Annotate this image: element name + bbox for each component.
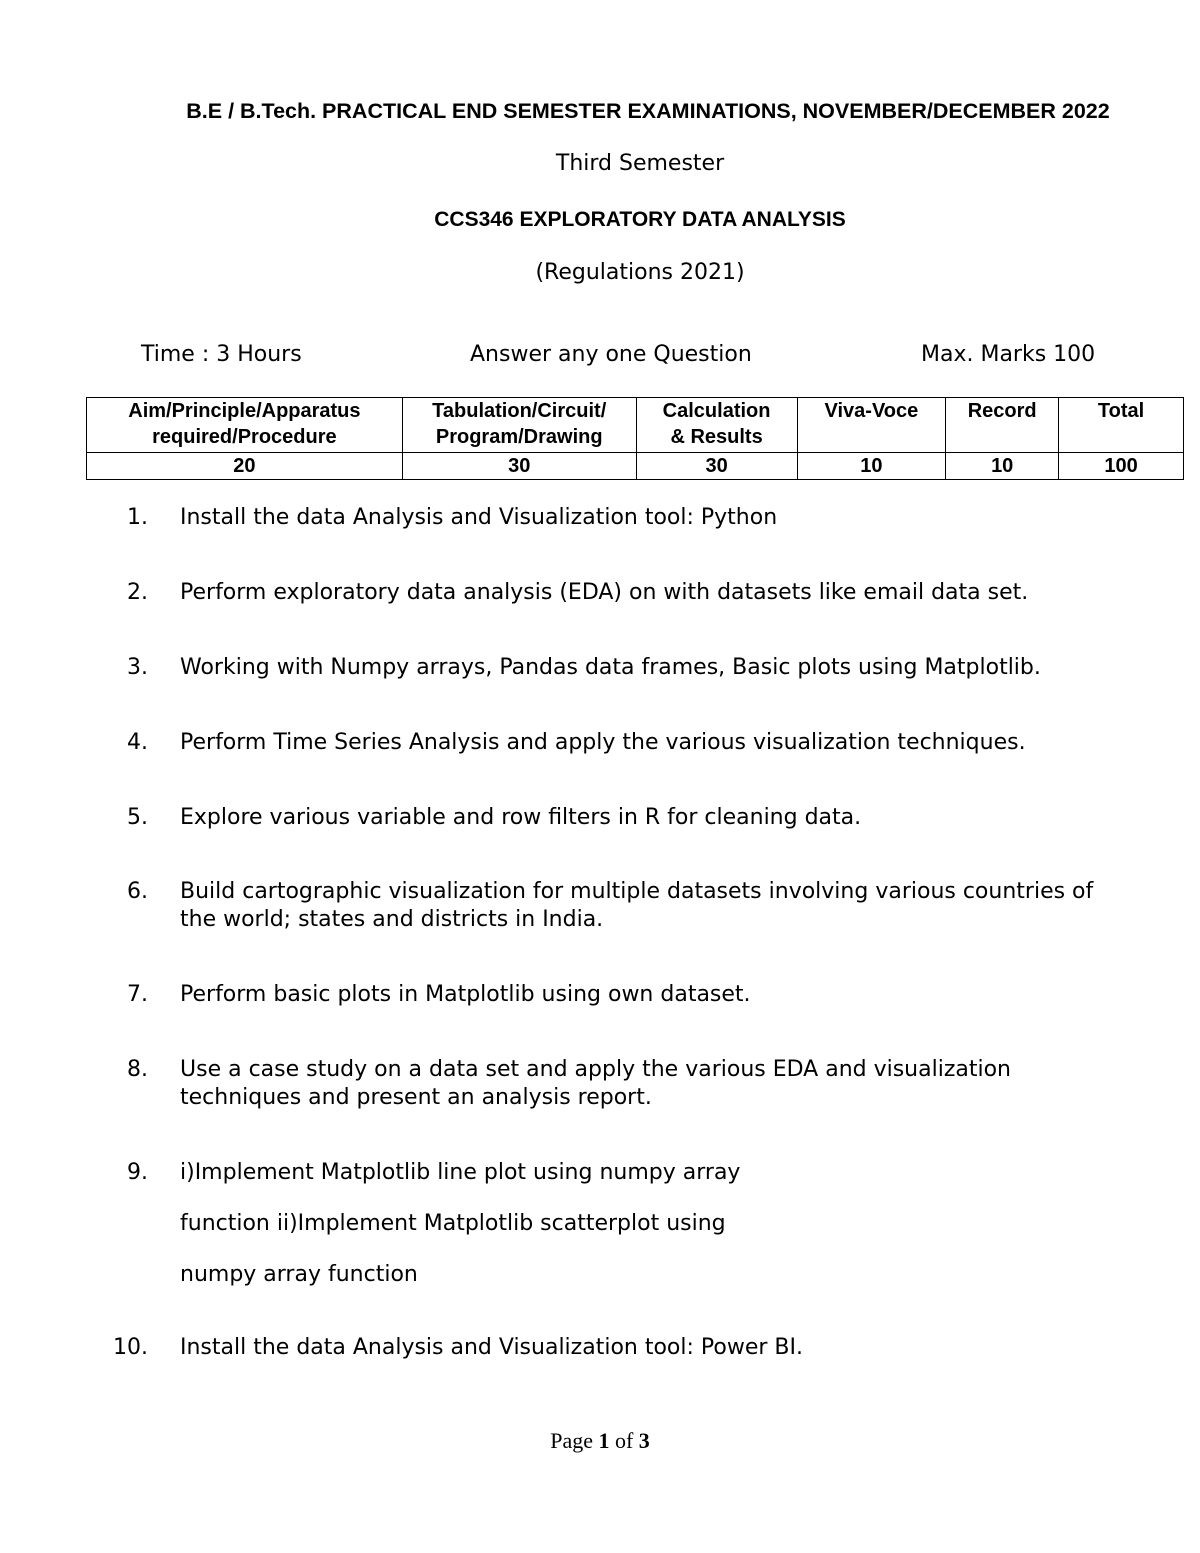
marks-value-row: [87, 453, 1184, 480]
header-total: Total: [1059, 398, 1184, 453]
question-text: Install the data Analysis and Visualization tool: Power BI.: [180, 1335, 803, 1360]
value-total: 100: [1059, 453, 1184, 480]
page-word: Page: [550, 1428, 593, 1453]
question-text: Build cartographic visualization for multiple datasets involving various countries of the world; states and districts in India.: [180, 879, 1094, 932]
total-pages-number: 3: [638, 1428, 650, 1453]
question-text: Install the data Analysis and Visualization tool: Python: [180, 505, 778, 530]
question-text: Use a case study on a data set and apply the various EDA and visualization techniques and present an analysis report.: [180, 1057, 1012, 1110]
question-text: Perform Time Series Analysis and apply the various visualization techniques.: [180, 730, 1026, 755]
question-number: 6.: [127, 879, 148, 904]
page-footer: [0, 1428, 1200, 1454]
value-record: 10: [946, 453, 1059, 480]
question-number: 8.: [127, 1057, 148, 1082]
question-number: 4.: [127, 730, 148, 755]
of-word: of: [614, 1428, 634, 1453]
question-number: 3.: [127, 655, 148, 680]
max-marks: Max. Marks 100: [921, 342, 1096, 367]
marks-header-row: [87, 398, 1184, 453]
question-text: i)Implement Matplotlib line plot using numpy array function ii)Implement Matplotlib scatterplot using numpy array function: [180, 1160, 741, 1287]
current-page-number: 1: [598, 1428, 610, 1453]
value-calculation: 30: [636, 453, 797, 480]
question-text: Working with Numpy arrays, Pandas data frames, Basic plots using Matplotlib.: [180, 655, 1041, 680]
question-text: Perform basic plots in Matplotlib using own dataset.: [180, 982, 751, 1007]
exam-title: B.E / B.Tech. PRACTICAL END SEMESTER EXAMINATIONS, NOVEMBER/DECEMBER 2022: [186, 99, 1110, 123]
question-number: 7.: [127, 982, 148, 1007]
question-number: 9.: [127, 1160, 148, 1185]
value-aim: 20: [87, 453, 403, 480]
header-record: Record: [946, 398, 1059, 453]
answer-instruction: Answer any one Question: [470, 342, 752, 367]
question-text: Perform exploratory data analysis (EDA) on with datasets like email data set.: [180, 580, 1029, 605]
semester-label: Third Semester: [555, 151, 725, 176]
header-viva-voce: Viva-Voce: [797, 398, 946, 453]
question-number: 1.: [127, 505, 148, 530]
value-viva-voce: 10: [797, 453, 946, 480]
exam-duration: Time : 3 Hours: [141, 342, 302, 367]
question-number: 2.: [127, 580, 148, 605]
question-number: 10.: [113, 1335, 148, 1360]
regulations-label: (Regulations 2021): [535, 260, 745, 285]
course-title: CCS346 EXPLORATORY DATA ANALYSIS: [434, 208, 846, 231]
header-calculation: Calculation & Results: [636, 398, 797, 453]
marks-distribution-table: [86, 397, 1184, 480]
header-aim: Aim/Principle/Apparatus required/Procedure: [87, 398, 403, 453]
value-tabulation: 30: [402, 453, 636, 480]
header-tabulation: Tabulation/Circuit/ Program/Drawing: [402, 398, 636, 453]
question-number: 5.: [127, 805, 148, 830]
question-text: Explore various variable and row filters in R for cleaning data.: [180, 805, 862, 830]
